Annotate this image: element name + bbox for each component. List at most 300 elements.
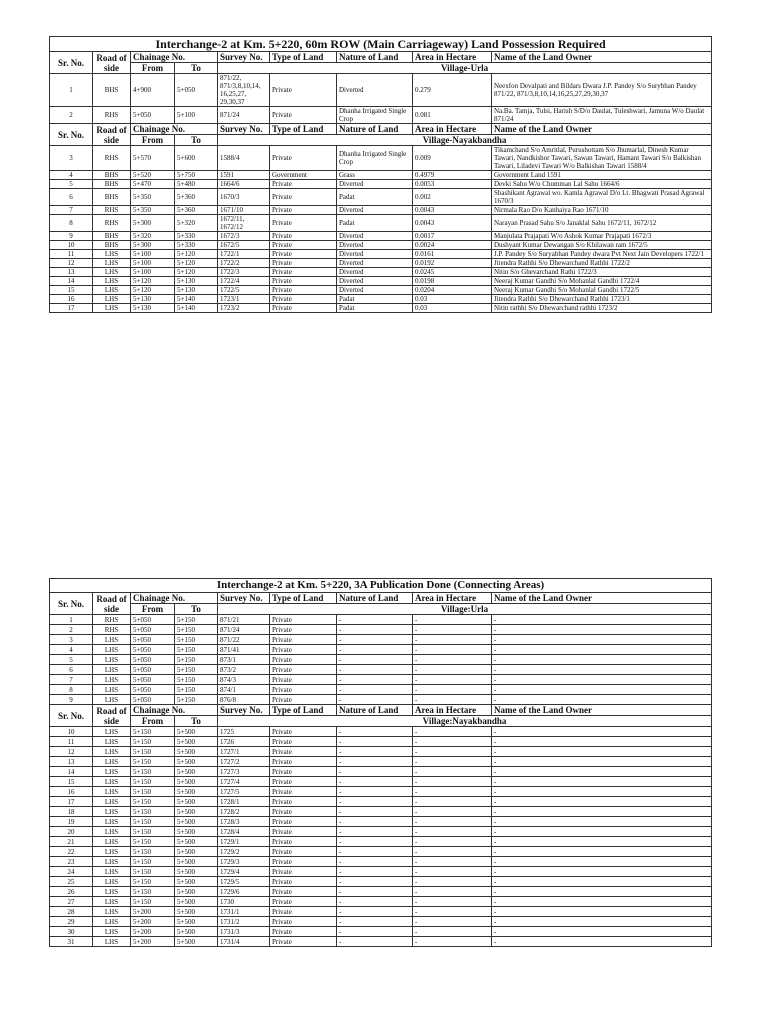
land-type-cell: Private [270,787,337,797]
table-row [50,837,712,847]
table1-title: Interchange-2 at Km. 5+220, 60m ROW (Main Carriageway) Land Possession Required [50,37,712,52]
land-type-cell: Private [270,797,337,807]
land-type-cell: Private [270,877,337,887]
land-type-cell: Private [270,837,337,847]
survey-no-cell: 1727/4 [218,777,270,787]
survey-no-cell: 1722/4 [218,277,270,286]
road-side-cell: LHS [93,685,131,695]
land-type-cell: Private [270,180,337,189]
survey-no-cell: 873/2 [218,665,270,675]
chainage-to-cell: 5+120 [175,268,218,277]
chainage-to-cell: 5+500 [175,737,218,747]
sr-no-cell: 17 [50,797,93,807]
survey-no-cell: 871/41 [218,645,270,655]
chainage-to-cell: 5+500 [175,907,218,917]
header-survey: Survey No. [218,52,270,63]
sr-no-cell: 10 [50,727,93,737]
table-row [50,737,712,747]
land-type-cell: Private [270,807,337,817]
area-hectare-cell: - [413,857,492,867]
land-type-cell: Private [270,74,337,107]
sr-no-cell: 30 [50,927,93,937]
area-hectare-cell: - [413,767,492,777]
table-row [50,757,712,767]
land-nature-cell: - [337,907,413,917]
owner-name-cell: Dushyant Kumar Dewangan S/o Khilawan ram 1672/5 [492,241,712,250]
land-nature-cell: - [337,625,413,635]
owner-name-cell: - [492,615,712,625]
header-owner: Name of the Land Owner [492,124,712,135]
land-nature-cell: - [337,695,413,705]
road-side-cell: LHS [93,277,131,286]
area-hectare-cell: 0.0053 [413,180,492,189]
road-side-cell: LHS [93,295,131,304]
owner-name-cell: - [492,897,712,907]
chainage-from-cell: 5+200 [131,927,175,937]
owner-name-cell: - [492,917,712,927]
area-hectare-cell: - [413,807,492,817]
sr-no-cell: 9 [50,695,93,705]
area-hectare-cell: - [413,817,492,827]
land-type-cell: Private [270,737,337,747]
sr-no-cell: 2 [50,107,93,124]
survey-no-cell: 1728/3 [218,817,270,827]
survey-no-cell: 871/24 [218,107,270,124]
road-side-cell: RHS [93,146,131,171]
survey-no-cell: 1729/5 [218,877,270,887]
area-hectare-cell: - [413,877,492,887]
land-type-cell: Private [270,232,337,241]
road-side-cell: LHS [93,927,131,937]
land-type-cell: Private [270,241,337,250]
sr-no-cell: 17 [50,304,93,313]
road-side-cell: BHS [93,241,131,250]
survey-no-cell: 1670/3 [218,189,270,206]
chainage-from-cell: 5+050 [131,615,175,625]
header-nature: Nature of Land [337,52,413,63]
land-type-cell: Private [270,295,337,304]
table-row [50,695,712,705]
sr-no-cell: 15 [50,777,93,787]
sr-no-cell: 20 [50,827,93,837]
owner-name-cell: - [492,877,712,887]
table-row [50,286,712,295]
sr-no-cell: 26 [50,887,93,897]
road-side-cell: LHS [93,887,131,897]
land-type-cell: Private [270,695,337,705]
table-row [50,897,712,907]
survey-no-cell: 1723/1 [218,295,270,304]
table-row [50,277,712,286]
chainage-to-cell: 5+130 [175,286,218,295]
land-nature-cell: Padat [337,304,413,313]
header-nature: Nature of Land [337,124,413,135]
header-area: Area in Hectare [413,593,492,604]
chainage-to-cell: 5+150 [175,675,218,685]
land-nature-cell: - [337,897,413,907]
header-from: From [131,716,175,727]
table1-nayakbandha-rows [50,146,712,313]
road-side-cell: BHS [93,171,131,180]
land-type-cell: Private [270,615,337,625]
chainage-to-cell: 5+500 [175,777,218,787]
sr-no-cell: 15 [50,286,93,295]
header-owner: Name of the Land Owner [492,593,712,604]
chainage-from-cell: 5+050 [131,107,175,124]
chainage-from-cell: 5+050 [131,675,175,685]
road-side-cell: LHS [93,747,131,757]
area-hectare-cell: - [413,727,492,737]
road-side-cell: RHS [93,206,131,215]
chainage-to-cell: 5+500 [175,897,218,907]
table-row [50,107,712,124]
sr-no-cell: 7 [50,206,93,215]
road-side-cell: LHS [93,268,131,277]
land-nature-cell: - [337,917,413,927]
chainage-to-cell: 5+500 [175,937,218,947]
road-side-cell: LHS [93,807,131,817]
area-hectare-cell: - [413,827,492,837]
land-nature-cell: - [337,737,413,747]
land-nature-cell: - [337,777,413,787]
chainage-from-cell: 5+200 [131,937,175,947]
chainage-to-cell: 5+130 [175,277,218,286]
land-type-cell: Private [270,767,337,777]
header-road-side: Road of side [93,593,131,615]
chainage-to-cell: 5+330 [175,241,218,250]
header-type: Type of Land [270,124,337,135]
table2-nayakbandha-rows [50,727,712,947]
table-row [50,907,712,917]
area-hectare-cell: - [413,615,492,625]
sr-no-cell: 28 [50,907,93,917]
land-nature-cell: Diverted [337,232,413,241]
land-type-cell: Private [270,215,337,232]
header-type: Type of Land [270,705,337,716]
area-hectare-cell: 0.0192 [413,259,492,268]
chainage-to-cell: 5+120 [175,259,218,268]
table-row [50,206,712,215]
table-row [50,817,712,827]
owner-name-cell: - [492,747,712,757]
chainage-from-cell: 5+150 [131,837,175,847]
survey-no-cell: 871/22 [218,635,270,645]
survey-no-cell: 1728/2 [218,807,270,817]
land-nature-cell: Diverted [337,250,413,259]
road-side-cell: LHS [93,635,131,645]
owner-name-cell: Jitendra Rathhi S/o Dhewarchand Rathhi 1722/2 [492,259,712,268]
road-side-cell: LHS [93,645,131,655]
survey-no-cell: 1727/1 [218,747,270,757]
header-survey: Survey No. [218,705,270,716]
chainage-from-cell: 5+150 [131,787,175,797]
survey-no-cell: 874/1 [218,685,270,695]
chainage-from-cell: 5+150 [131,757,175,767]
chainage-from-cell: 5+100 [131,268,175,277]
chainage-from-cell: 5+130 [131,295,175,304]
table-row [50,877,712,887]
table-row [50,827,712,837]
land-nature-cell: Grass [337,171,413,180]
land-type-cell: Private [270,675,337,685]
area-hectare-cell: - [413,747,492,757]
table-row [50,847,712,857]
survey-no-cell: 1727/2 [218,757,270,767]
sr-no-cell: 8 [50,215,93,232]
chainage-from-cell: 5+150 [131,727,175,737]
road-side-cell: LHS [93,867,131,877]
land-nature-cell: Padat [337,295,413,304]
owner-name-cell: - [492,665,712,675]
owner-name-cell: - [492,757,712,767]
table-row [50,927,712,937]
owner-name-cell: - [492,727,712,737]
land-type-cell: Private [270,665,337,675]
owner-name-cell: Devki Sahu W/o Chumman Lal Sahu 1664/6 [492,180,712,189]
header-from: From [131,135,175,146]
area-hectare-cell: 0.0245 [413,268,492,277]
road-side-cell: LHS [93,675,131,685]
land-type-cell: Private [270,887,337,897]
table-row [50,171,712,180]
area-hectare-cell: 0.0017 [413,232,492,241]
header-chainage: Chainage No. [131,593,218,604]
header-owner: Name of the Land Owner [492,52,712,63]
survey-no-cell: 874/3 [218,675,270,685]
owner-name-cell: Nitin S/o Ghevarchand Rathi 1722/3 [492,268,712,277]
land-type-cell: Private [270,625,337,635]
road-side-cell: LHS [93,897,131,907]
road-side-cell: BHS [93,74,131,107]
chainage-to-cell: 5+500 [175,797,218,807]
village-label: Village-Nayakbandha [218,135,712,146]
land-type-cell: Private [270,304,337,313]
survey-no-cell: 1728/4 [218,827,270,837]
owner-name-cell: - [492,807,712,817]
land-type-cell: Private [270,847,337,857]
header-owner: Name of the Land Owner [492,705,712,716]
chainage-from-cell: 5+050 [131,685,175,695]
sr-no-cell: 4 [50,645,93,655]
sr-no-cell: 13 [50,268,93,277]
survey-no-cell: 876/8 [218,695,270,705]
header-to: To [175,63,218,74]
land-nature-cell: Dhanha Irrigated Single Crop [337,107,413,124]
area-hectare-cell: - [413,675,492,685]
land-nature-cell: - [337,847,413,857]
sr-no-cell: 16 [50,295,93,304]
area-hectare-cell: - [413,797,492,807]
header-srno: Sr. No. [50,705,93,727]
header-road-side: Road of side [93,705,131,727]
survey-no-cell: 1672/3 [218,232,270,241]
road-side-cell: LHS [93,259,131,268]
owner-name-cell: - [492,635,712,645]
chainage-from-cell: 5+150 [131,767,175,777]
land-nature-cell: - [337,877,413,887]
area-hectare-cell: 0.002 [413,189,492,206]
sr-no-cell: 3 [50,635,93,645]
chainage-from-cell: 5+320 [131,232,175,241]
header-chainage: Chainage No. [131,705,218,716]
road-side-cell: LHS [93,737,131,747]
chainage-to-cell: 5+150 [175,615,218,625]
table-row [50,747,712,757]
land-type-cell: Private [270,897,337,907]
owner-name-cell: - [492,937,712,947]
chainage-from-cell: 4+900 [131,74,175,107]
chainage-to-cell: 5+500 [175,837,218,847]
sr-no-cell: 29 [50,917,93,927]
chainage-to-cell: 5+120 [175,250,218,259]
area-hectare-cell: 0.0198 [413,277,492,286]
header-survey: Survey No. [218,593,270,604]
table-row [50,625,712,635]
survey-no-cell: 1727/5 [218,787,270,797]
chainage-to-cell: 5+140 [175,304,218,313]
road-side-cell: RHS [93,625,131,635]
owner-name-cell: Manjulata Prajapati W/o Ashok Kumar Prajapati 1672/3 [492,232,712,241]
survey-no-cell: 1729/1 [218,837,270,847]
area-hectare-cell: - [413,645,492,655]
area-hectare-cell: 0.03 [413,295,492,304]
sr-no-cell: 24 [50,867,93,877]
chainage-from-cell: 5+120 [131,277,175,286]
land-nature-cell: - [337,867,413,877]
land-type-cell: Private [270,635,337,645]
village-label: Village:Nayakbandha [218,716,712,727]
table-row [50,259,712,268]
sr-no-cell: 31 [50,937,93,947]
table-row [50,767,712,777]
header-area: Area in Hectare [413,52,492,63]
area-hectare-cell: - [413,635,492,645]
chainage-from-cell: 5+050 [131,665,175,675]
land-nature-cell: - [337,787,413,797]
sr-no-cell: 6 [50,665,93,675]
land-type-cell: Private [270,857,337,867]
chainage-to-cell: 5+500 [175,887,218,897]
road-side-cell: LHS [93,655,131,665]
owner-name-cell: - [492,857,712,867]
land-nature-cell: - [337,655,413,665]
chainage-from-cell: 5+570 [131,146,175,171]
land-nature-cell: Diverted [337,206,413,215]
owner-name-cell: - [492,675,712,685]
land-type-cell: Private [270,655,337,665]
road-side-cell: LHS [93,877,131,887]
chainage-to-cell: 5+500 [175,817,218,827]
table-row [50,937,712,947]
area-hectare-cell: - [413,867,492,877]
chainage-from-cell: 5+150 [131,877,175,887]
road-side-cell: LHS [93,665,131,675]
table-row [50,867,712,877]
table-row [50,857,712,867]
chainage-to-cell: 5+750 [175,171,218,180]
sr-no-cell: 2 [50,625,93,635]
table-row [50,241,712,250]
survey-no-cell: 1727/3 [218,767,270,777]
owner-name-cell: - [492,817,712,827]
owner-name-cell: Nirmala Rao D/o Kanhaiya Rao 1671/10 [492,206,712,215]
survey-no-cell: 1725 [218,727,270,737]
chainage-to-cell: 5+150 [175,635,218,645]
survey-no-cell: 1729/4 [218,867,270,877]
sr-no-cell: 25 [50,877,93,887]
land-nature-cell: Diverted [337,286,413,295]
land-nature-cell: Diverted [337,268,413,277]
chainage-to-cell: 5+100 [175,107,218,124]
chainage-to-cell: 5+500 [175,747,218,757]
land-type-cell: Private [270,645,337,655]
owner-name-cell: Na.Ba. Tamja, Tulsi, Harish S/D/o Daulat, Tuleshwari, Jamuna W/o Daulat 871/24 [492,107,712,124]
owner-name-cell: - [492,837,712,847]
land-type-cell: Private [270,206,337,215]
area-hectare-cell: - [413,887,492,897]
owner-name-cell: - [492,767,712,777]
road-side-cell: RHS [93,107,131,124]
owner-name-cell: - [492,787,712,797]
table-row [50,74,712,107]
village-label: Village-Urla [218,63,712,74]
chainage-from-cell: 5+150 [131,747,175,757]
sr-no-cell: 27 [50,897,93,907]
road-side-cell: LHS [93,727,131,737]
owner-name-cell: Nitin rathhi S/o Dhewarchand rathhi 1723/2 [492,304,712,313]
land-nature-cell: Diverted [337,180,413,189]
land-nature-cell: - [337,645,413,655]
area-hectare-cell: - [413,937,492,947]
road-side-cell: LHS [93,857,131,867]
survey-no-cell: 1731/2 [218,917,270,927]
land-nature-cell: Diverted [337,259,413,268]
header-to: To [175,135,218,146]
header-from: From [131,63,175,74]
chainage-from-cell: 5+150 [131,807,175,817]
chainage-from-cell: 5+130 [131,304,175,313]
owner-name-cell: Narayan Prasad Sahu S/o Janaklal Sahu 1672/11, 1672/12 [492,215,712,232]
road-side-cell: RHS [93,215,131,232]
header-road-side: Road of side [93,124,131,146]
chainage-to-cell: 5+480 [175,180,218,189]
sr-no-cell: 11 [50,250,93,259]
survey-no-cell: 1672/11, 1672/12 [218,215,270,232]
road-side-cell: LHS [93,787,131,797]
chainage-from-cell: 5+350 [131,189,175,206]
land-nature-cell: - [337,747,413,757]
chainage-to-cell: 5+150 [175,695,218,705]
table-row [50,777,712,787]
header-to: To [175,716,218,727]
area-hectare-cell: 0.0161 [413,250,492,259]
area-hectare-cell: 0.03 [413,304,492,313]
table-row [50,180,712,189]
road-side-cell: LHS [93,917,131,927]
land-type-cell: Private [270,867,337,877]
chainage-to-cell: 5+150 [175,685,218,695]
chainage-to-cell: 5+500 [175,767,218,777]
owner-name-cell: - [492,645,712,655]
road-side-cell: BHS [93,189,131,206]
area-hectare-cell: - [413,907,492,917]
chainage-from-cell: 5+150 [131,797,175,807]
owner-name-cell: Neexfon Devalpati and Bildars Dwara J.P. Pandey S/o Surybhan Pandey 871/22, 871/3,8,10,14,16,25,27,29,30,37 [492,74,712,107]
table2-title: Interchange-2 at Km. 5+220, 3A Publication Done (Connecting Areas) [50,579,712,593]
chainage-to-cell: 5+050 [175,74,218,107]
header-srno: Sr. No. [50,52,93,74]
chainage-to-cell: 5+500 [175,757,218,767]
